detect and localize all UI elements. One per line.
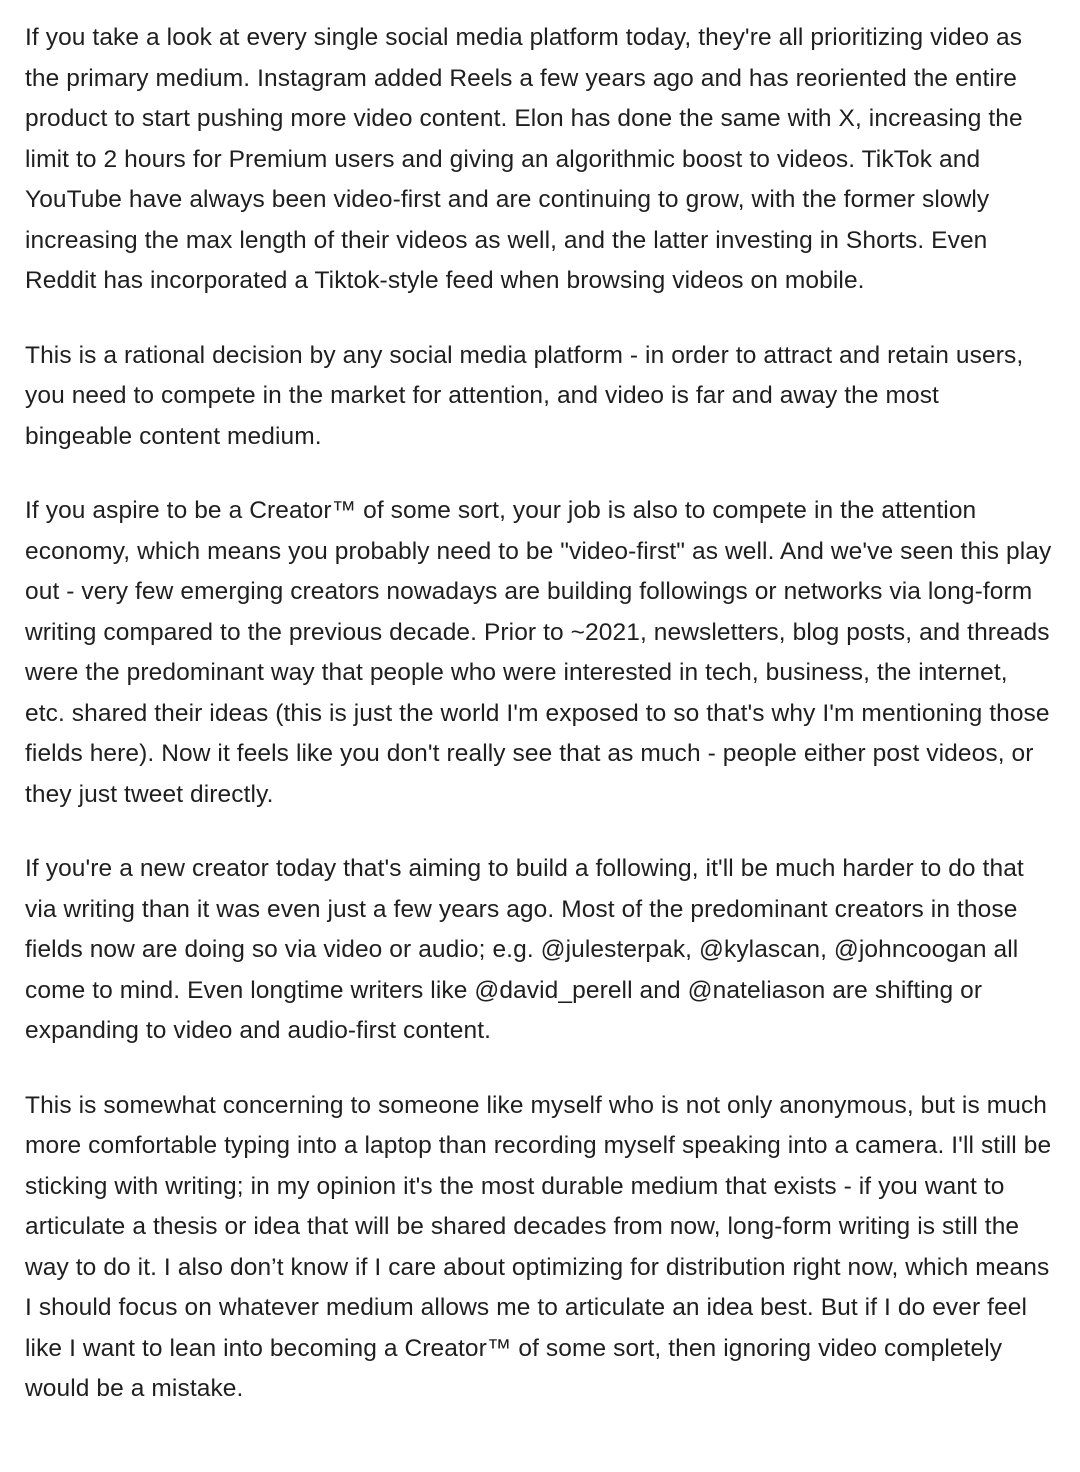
paragraph-new-creators: If you're a new creator today that's aiming to build a following, it'll be much harder to do that via writing than it was even just a few years ago. Most of the predominant creators in those fields now are doing so via video or audio; e.g. @julesterpak, @kylascan, @johncoogan all come to mind. Even longtime writers like @david_perell and @nateliason are shifting or expanding to video and audio-first content. bbox=[25, 855, 1024, 1044]
paragraph-writing-concerns: This is somewhat concerning to someone like myself who is not only anonymous, but is much more comfortable typing into a laptop than recording myself speaking into a camera. I'll still be sticking with writing; in my opinion it's the most durable medium that exists - if you want to articulate a thesis or idea that will be shared decades from now, long-form writing is still the way to do it. I also don’t know if I care about optimizing for distribution right now, which means I should focus on whatever medium allows me to articulate an idea best. But if I do ever feel like I want to lean into becoming a Creator™ of some sort, then ignoring video completely would be a mistake. bbox=[25, 1091, 1052, 1402]
paragraph-creator-economy: If you aspire to be a Creator™ of some sort, your job is also to compete in the attention economy, which means you probably need to be "video-first" as well. And we've seen this play out - very few emerging creators nowadays are building followings or networks via long-form writing compared to the previous decade. Prior to ~2021, newsletters, blog posts, and threads were the predominant way that people who were interested in tech, business, the internet, etc. shared their ideas (this is just the world I'm exposed to so that's why I'm mentioning those fields here). Now it feels like you don't really see that as much - people either post videos, or they just tweet directly. bbox=[25, 497, 1052, 808]
paragraph-rational-decision: This is a rational decision by any social media platform - in order to attract and retain users, you need to compete in the market for attention, and video is far and away the most bingeable content medium. bbox=[25, 341, 1024, 450]
paragraph-video-platforms: If you take a look at every single social media platform today, they're all prioritizing video as the primary medium. Instagram added Reels a few years ago and has reoriented the entire product to start pushing more video content. Elon has done the same with X, increasing the limit to 2 hours for Premium users and giving an algorithmic boost to videos. TikTok and YouTube have always been video-first and are continuing to grow, with the former slowly increasing the max length of their videos as well, and the latter investing in Shorts. Even Reddit has incorporated a Tiktok-style feed when browsing videos on mobile. bbox=[25, 24, 1023, 294]
